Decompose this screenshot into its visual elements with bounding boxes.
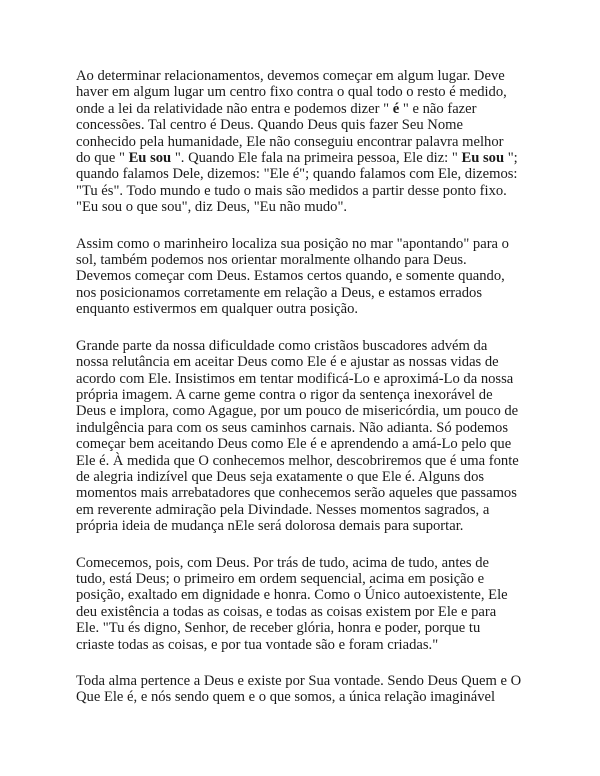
text-line: Ele é. À medida que O conhecemos melhor, descobriremos que é uma fonte bbox=[76, 452, 519, 469]
text-line: haver em algum lugar um centro fixo contra o qual todo o resto é medido, bbox=[76, 84, 507, 101]
text-line: quando falamos Dele, dizemos: "Ele é"; quando falamos com Ele, dizemos: bbox=[76, 166, 518, 183]
text-line: tudo, está Deus; o primeiro em ordem sequencial, acima em posição e bbox=[76, 570, 485, 587]
text-line: começar bem aceitando Deus como Ele é e aprendendo a amá-Lo pelo que bbox=[76, 436, 512, 453]
emphasis-bold: Eu sou bbox=[461, 150, 505, 167]
text-line: enquanto estivermos em qualquer outra posição. bbox=[76, 301, 359, 318]
text-line: nos posicionamos corretamente em relação a Deus, e estamos errados bbox=[76, 284, 483, 301]
text-line: onde a lei da relatividade não entra e podemos dizer " é " e não fazer bbox=[76, 100, 477, 117]
text-line: Que Ele é, e nós sendo quem e o que somos, a única relação imaginável bbox=[76, 689, 496, 706]
paragraph-3 bbox=[76, 338, 532, 535]
text-line: Assim como o marinheiro localiza sua posição no mar "apontando" para o bbox=[76, 235, 509, 252]
paragraph-5 bbox=[76, 673, 532, 706]
text-line: conhecido pela humanidade, Ele não conseguiu encontrar palavra melhor bbox=[76, 133, 504, 150]
text-line: de alegria indizível que Deus seja exatamente o que Ele é. Alguns dos bbox=[76, 468, 485, 485]
text-line: indulgência para com os seus caminhos carnais. Não adianta. Só podemos bbox=[76, 419, 509, 436]
text-line: "Eu sou o que sou", diz Deus, "Eu não mudo". bbox=[76, 199, 348, 216]
emphasis-bold: é bbox=[392, 100, 400, 117]
text-line: Ele. "Tu és digno, Senhor, de receber glória, honra e poder, porque tu bbox=[76, 620, 481, 637]
text-line: Ao determinar relacionamentos, devemos começar em algum lugar. Deve bbox=[76, 68, 505, 84]
paragraph-1 bbox=[76, 68, 532, 216]
text-line: Grande parte da nossa dificuldade como cristãos buscadores advém da bbox=[76, 337, 488, 354]
text-line: momentos mais arrebatadores que conhecemos serão aqueles que passamos bbox=[76, 485, 517, 502]
text-line: Comecemos, pois, com Deus. Por trás de tudo, acima de tudo, antes de bbox=[76, 554, 489, 571]
paragraph-4 bbox=[76, 555, 532, 653]
text-line: sol, também podemos nos orientar moralmente olhando para Deus. bbox=[76, 252, 467, 269]
text-line: do que " Eu sou ". Quando Ele fala na primeira pessoa, Ele diz: " Eu sou "; bbox=[76, 150, 518, 167]
text-line: criaste todas as coisas, e por tua vontade são e foram criadas." bbox=[76, 636, 439, 653]
text-line: Devemos começar com Deus. Estamos certos quando, e somente quando, bbox=[76, 268, 505, 285]
text-line: "Tu és". Todo mundo e tudo o mais são medidos a partir desse ponto fixo. bbox=[76, 182, 507, 199]
text-line: em reverente admiração pela Divindade. Nesses momentos sagrados, a bbox=[76, 501, 490, 518]
text-line: concessões. Tal centro é Deus. Quando Deus quis fazer Seu Nome bbox=[76, 117, 463, 134]
text-line: nossa relutância em aceitar Deus como Ele é e ajustar as nossas vidas de bbox=[76, 354, 499, 371]
text-line: posição, exaltado em dignidade e honra. Como o Único autoexistente, Ele bbox=[76, 587, 508, 604]
text-line: própria ideia de mudança nEle será dolorosa demais para suportar. bbox=[76, 518, 464, 535]
text-line: deu existência a todas as coisas, e todas as coisas existem por Ele e para bbox=[76, 603, 497, 620]
text-line: acordo com Ele. Insistimos em tentar modificá-Lo e aproximá-Lo da nossa bbox=[76, 370, 514, 387]
text-line: Toda alma pertence a Deus e existe por Sua vontade. Sendo Deus Quem e O bbox=[76, 673, 522, 689]
text-line: própria imagem. A carne geme contra o rigor da sentença inexorável de bbox=[76, 386, 493, 403]
document-page bbox=[76, 68, 532, 726]
paragraph-2 bbox=[76, 236, 532, 318]
emphasis-bold: Eu sou bbox=[128, 150, 172, 167]
text-line: Deus e implora, como Agague, por um pouco de misericórdia, um pouco de bbox=[76, 403, 519, 420]
